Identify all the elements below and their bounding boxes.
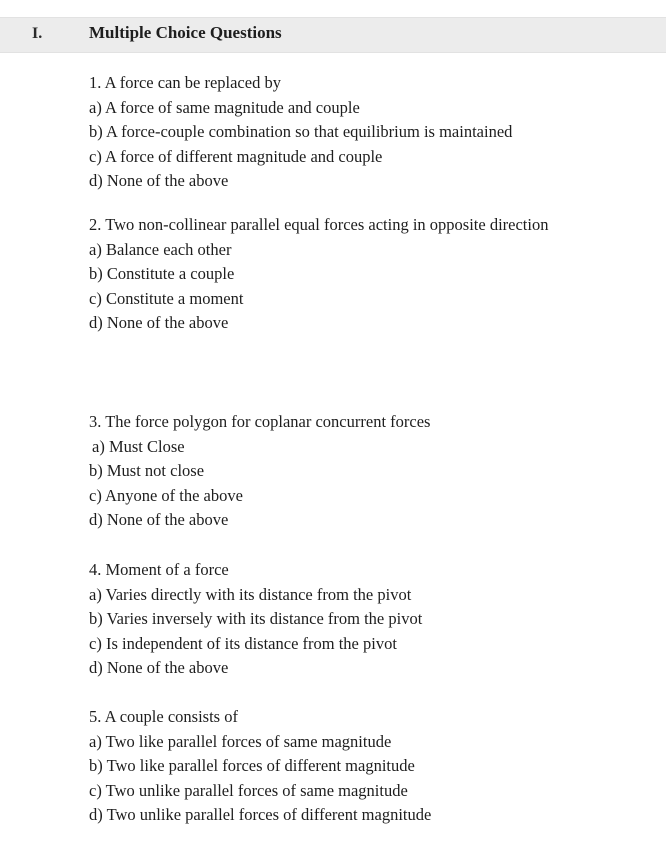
question-stem: 4. Moment of a force bbox=[89, 560, 229, 579]
option-a: a) Varies directly with its distance from the pivot bbox=[89, 584, 412, 604]
question-2 bbox=[89, 213, 548, 336]
question-stem: 3. The force polygon for coplanar concurrent forces bbox=[89, 412, 431, 431]
question-3 bbox=[89, 410, 430, 533]
option-d: d) None of the above bbox=[89, 658, 229, 678]
option-c: c) Two unlike parallel forces of same magnitude bbox=[89, 780, 408, 800]
option-d: d) None of the above bbox=[89, 171, 229, 191]
question-stem: 1. A force can be replaced by bbox=[89, 73, 281, 92]
option-c: c) Is independent of its distance from the pivot bbox=[89, 633, 397, 653]
option-b: b) Two like parallel forces of different magnitude bbox=[89, 756, 415, 776]
option-a: a) A force of same magnitude and couple bbox=[89, 97, 360, 117]
option-c: c) A force of different magnitude and couple bbox=[89, 146, 383, 166]
section-title: Multiple Choice Questions bbox=[89, 23, 282, 42]
option-c: c) Anyone of the above bbox=[89, 485, 243, 505]
option-b: b) Varies inversely with its distance from the pivot bbox=[89, 609, 423, 629]
option-c: c) Constitute a moment bbox=[89, 288, 244, 308]
question-5 bbox=[89, 705, 431, 828]
option-a: a) Must Close bbox=[92, 436, 185, 456]
option-d: d) Two unlike parallel forces of different magnitude bbox=[89, 805, 432, 825]
option-b: b) A force-couple combination so that equilibrium is maintained bbox=[89, 122, 513, 142]
option-b: b) Must not close bbox=[89, 461, 205, 481]
option-a: a) Balance each other bbox=[89, 239, 232, 259]
question-stem: 2. Two non-collinear parallel equal forces acting in opposite direction bbox=[89, 215, 549, 234]
question-4 bbox=[89, 558, 422, 681]
option-d: d) None of the above bbox=[89, 510, 229, 530]
section-number: I. bbox=[32, 25, 43, 42]
question-1 bbox=[89, 71, 512, 194]
option-d: d) None of the above bbox=[89, 313, 229, 333]
option-a: a) Two like parallel forces of same magnitude bbox=[89, 731, 392, 751]
question-stem: 5. A couple consists of bbox=[89, 707, 238, 726]
option-b: b) Constitute a couple bbox=[89, 264, 235, 284]
